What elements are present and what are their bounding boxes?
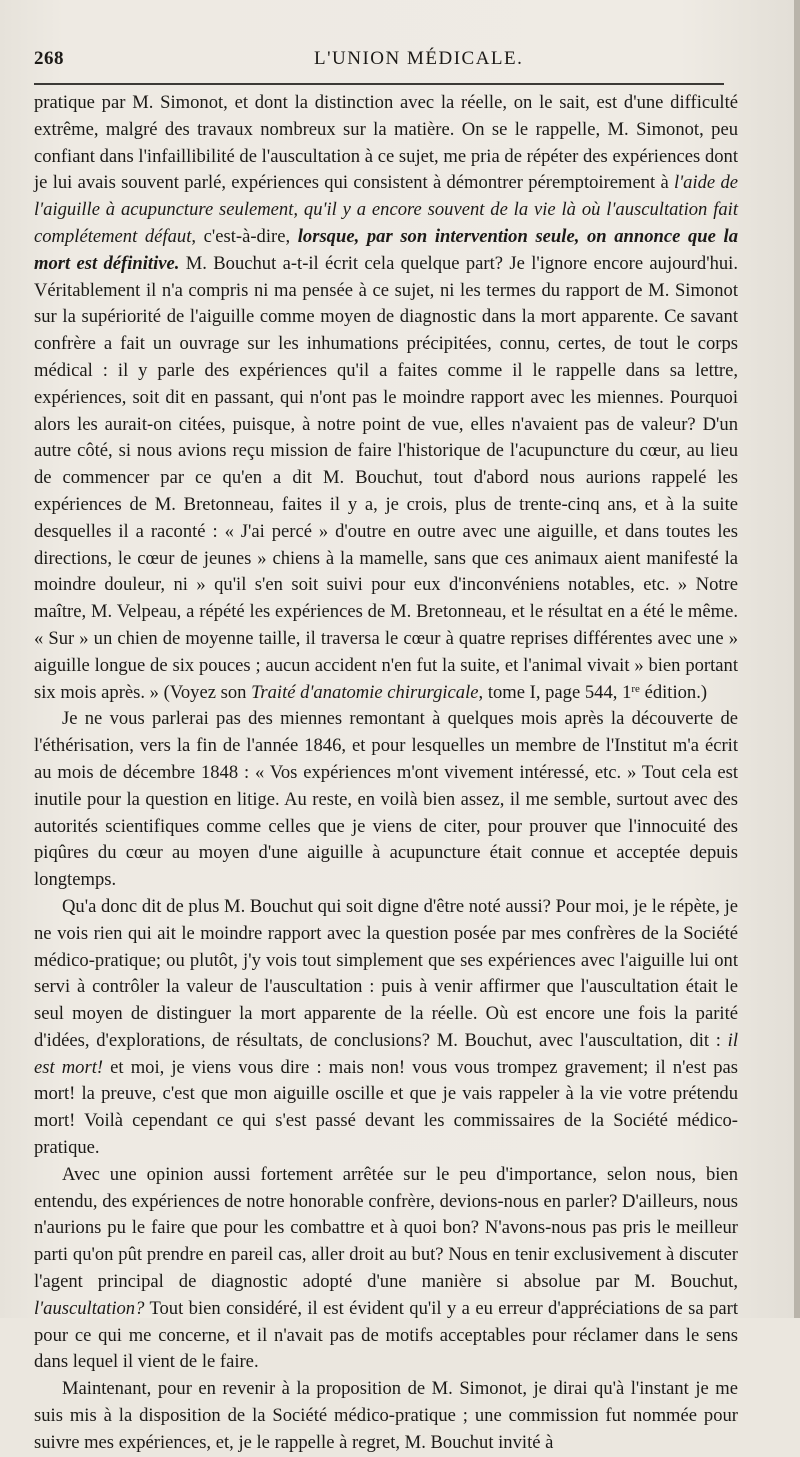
page-number: 268 xyxy=(34,48,64,69)
emphasis-text: il est mort! xyxy=(34,1029,738,1078)
page-edge xyxy=(794,0,800,1318)
paragraph xyxy=(34,894,738,1162)
emphasis-text: l'auscultation? xyxy=(34,1297,145,1319)
text-run: Avec une opinion aussi fortement arrêtée sur le peu d'importance, selon nous, bien entendu, des expériences de notre honorable confrère, devions-nous en parler? D'ailleurs, nous n'aurions pu le faire que pour les combattre et à quoi bon? N'avons-nous pas pris le meilleur parti qu'on pût prendre en pareil cas, aller droit au but? Nous en tenir exclusivement à discuter l'agent principal de diagnostic adopté d'une manière si absolue par M. Bouchut, xyxy=(34,1163,738,1293)
emphasis-text: l'aide de l'aiguille à acupuncture seulement, qu'il y a encore souvent de la vie là où l'auscultation fait complétement défaut xyxy=(34,172,738,247)
paragraph xyxy=(34,1162,738,1376)
emphasis-text: Traité d'anatomie chirurgicale xyxy=(251,681,479,703)
running-title: L'UNION MÉDICALE. xyxy=(314,48,524,69)
emphasis-text: lorsque, par son intervention seule, on annonce que la mort est définitive. xyxy=(34,225,738,274)
text-run: , c'est-à-dire, xyxy=(191,225,298,247)
text-run: Tout bien considéré, il est évident qu'il y a eu erreur d'appréciations de sa part pour ce qui me concerne, et il n'avait pas de motifs acceptables pour réclamer dans le sens dans lequel il vient de le faire. xyxy=(34,1297,738,1373)
text-run: , tome I, page 544, 1 xyxy=(478,681,632,703)
paragraph xyxy=(34,90,738,706)
header-rule xyxy=(34,83,724,85)
text-run: Maintenant, pour en revenir à la proposition de M. Simonot, je dirai qu'à l'instant je me suis mis à la disposition de la Société médico-pratique ; une commission fut nommée pour suivre mes expériences, et, je le rappelle à regret, M. Bouchut invité à xyxy=(34,1378,738,1453)
text-run: édition.) xyxy=(639,681,708,703)
paragraph xyxy=(34,1376,738,1456)
article-body xyxy=(34,90,738,1457)
paragraph xyxy=(34,706,738,894)
text-run: et moi, je viens vous dire : mais non! vous vous trompez gravement; il n'est pas mort! la preuve, c'est que mon aiguille oscille et que je vais rappeler à la vie votre prétendu mort! Voilà cependant ce qui s'est passé devant les commissaires de la Société médico-pratique. xyxy=(34,1056,738,1159)
text-run: Qu'a donc dit de plus M. Bouchut qui soit digne d'être noté aussi? Pour moi, je le répète, je ne vois rien qui ait le moindre rapport avec la question posée par mes confrères de la Société médico-pratique; ou plutôt, j'y vois tout simplement que ses expériences avec l'aiguille lui ont servi à contrôler la valeur de l'auscultation : puis à venir affirmer que l'auscultation était le seul moyen de distinguer la mort apparente de la réelle. Où est encore une fois la parité d'idées, d'explorations, de résultats, de conclusions? M. Bouchut, avec l'auscultation, dit : xyxy=(34,895,738,1051)
text-run: M. Bouchut a-t-il écrit cela quelque part? Je l'ignore encore aujourd'hui. Véritablement il n'a compris ni ma pensée à ce sujet, ni les termes du rapport de M. Simonot sur la supériorité de l'aiguille comme moyen de diagnostic dans la mort apparente. Ce savant confrère a fait un ouvrage sur les inhumations précipitées, connu, certes, de tout le corps médical : il y parle des expériences qu'il a faites comme il le rappelle dans sa lettre, expériences, soit dit en passant, qui n'ont pas le moindre rapport avec les miennes. Pourquoi alors les aurait-on citées, puisque, à notre point de vue, elles n'avaient pas de valeur? D'un autre côté, si nous avions reçu mission de faire l'historique de l'acupuncture du cœur, au lieu de commencer par ce qu'en a dit M. Bouchut, tout d'abord nous aurions rappelé les expériences de M. Bretonneau, faites il y a, je crois, plus de trente-cinq ans, et à la suite desquelles il a raconté : « J'ai percé » d'outre en outre avec une aiguille, et dans toutes les directions, le cœur de jeunes » chiens à la mamelle, sans que ces animaux aient manifesté la moindre douleur, ni » qu'il s'en soit suivi pour eux d'inconvéniens notables, etc. » Notre maître, M. Velpeau, a répété les expériences de M. Bretonneau, et le résultat en a été le même. « Sur » un chien de moyenne taille, il traversa le cœur à quatre reprises différentes avec une » aiguille longue de six pouces ; aucun accident n'en fut la suite, et l'animal vivait » bien portant six mois après. » (Voyez son xyxy=(34,252,738,703)
page-header xyxy=(34,48,724,74)
text-run: Je ne vous parlerai pas des miennes remontant à quelques mois après la découverte de l'éthérisation, vers la fin de l'année 1846, et pour lesquelles un membre de l'Institut m'a écrit au mois de décembre 1848 : « Vos expériences m'ont vivement intéressé, etc. » Tout cela est inutile pour la question en litige. Au reste, en voilà bien assez, il me semble, surtout avec des autorités scientifiques comme celles que je viens de citer, pour prouver que l'innocuité des piqûres du cœur au moyen d'une aiguille à acupuncture était connue et acceptée depuis longtemps. xyxy=(34,708,738,891)
superscript-text: re xyxy=(631,682,640,695)
text-run: pratique par M. Simonot, et dont la distinction avec la réelle, on le sait, est d'une difficulté extrême, malgré des travaux nombreux sur la matière. On se le rappelle, M. Simonot, peu confiant dans l'infaillibilité de l'auscultation à ce sujet, me pria de répéter des expériences dont je lui avais souvent parlé, expériences qui consistent à démontrer péremptoirement à xyxy=(34,92,738,194)
